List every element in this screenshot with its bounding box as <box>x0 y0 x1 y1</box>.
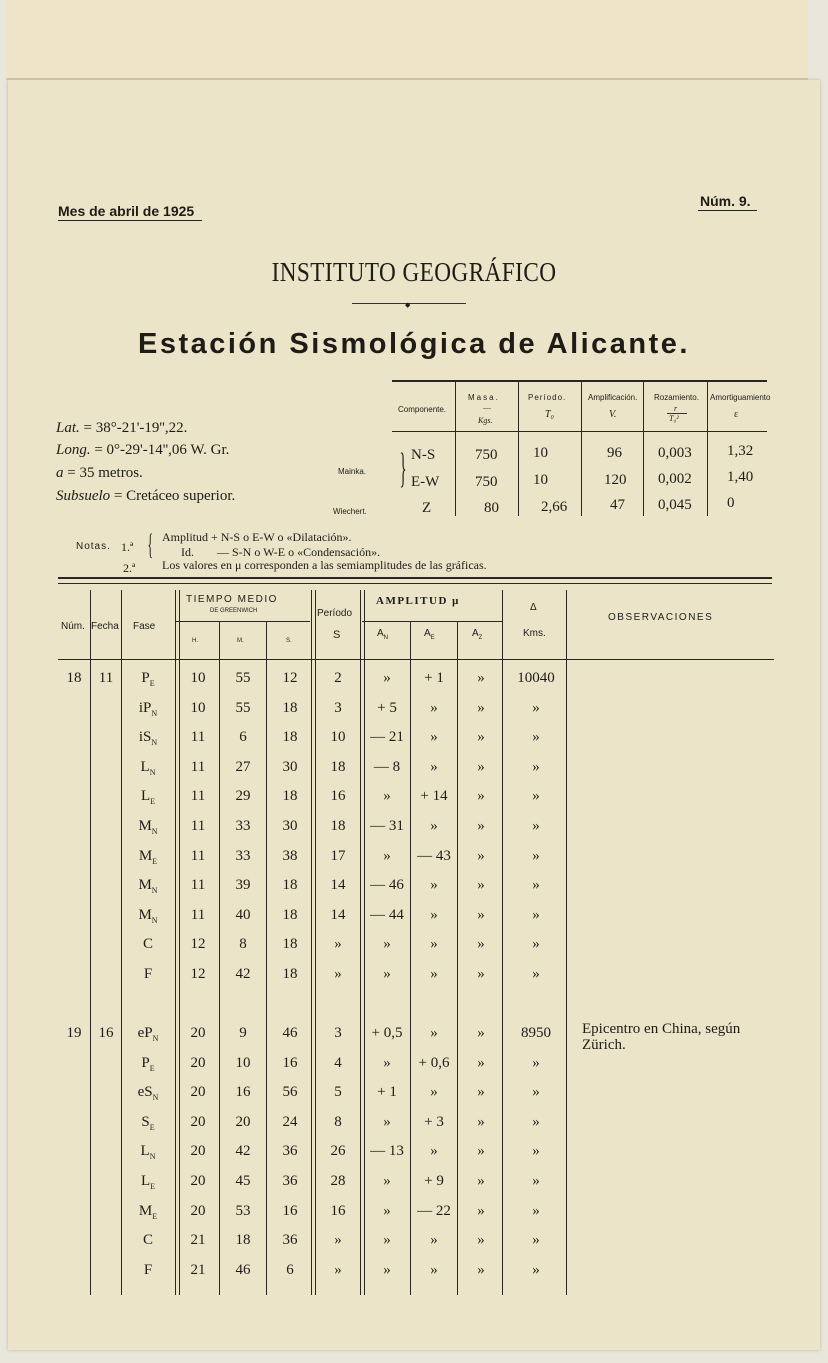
header-observations: OBSERVACIONES <box>608 612 714 623</box>
cell-az: » <box>477 877 485 894</box>
cell-m: 33 <box>235 818 251 834</box>
observation: Epicentro en China, según Zürich. <box>582 1021 741 1053</box>
cell-m: 27 <box>235 758 251 775</box>
cell-dist: 10040 <box>517 670 555 686</box>
cell-az: » <box>477 1173 485 1189</box>
cell-ae: + 14 <box>420 788 448 805</box>
instr-header-amp-sym: V. <box>609 409 617 420</box>
instr-header-damping: Amortiguamiento <box>710 393 771 402</box>
header-minutes: M. <box>237 638 244 644</box>
cell-h: 10 <box>190 699 206 716</box>
group-mainka: Mainka. <box>338 467 367 476</box>
cell-per: » <box>334 936 342 953</box>
header-num: Núm. <box>61 621 85 632</box>
cell-dist: » <box>532 847 540 864</box>
subsoil: Subsuelo = Cretáceo superior. <box>56 488 236 504</box>
notes-label: Notas. <box>76 541 111 552</box>
cell-per: 5 <box>334 1084 342 1101</box>
cell-an: + 1 <box>377 1084 397 1101</box>
instr-amp: 120 <box>604 472 627 488</box>
cell-an: » <box>383 1232 391 1249</box>
cell-an: » <box>383 1202 391 1219</box>
instr-mass: 80 <box>484 500 499 516</box>
phase: $L_N$ <box>140 758 156 777</box>
phase: C <box>142 936 153 953</box>
cell-per: 26 <box>330 1143 346 1160</box>
cell-m: 46 <box>235 1261 251 1278</box>
cell-ae: » <box>430 1025 438 1041</box>
instr-damping: 0 <box>727 495 735 511</box>
instr-vline <box>455 382 456 516</box>
cell-ae: » <box>430 1084 438 1101</box>
cell-ae: — 43 <box>417 847 451 864</box>
cell-s: 36 <box>282 1173 298 1189</box>
instr-rule-top <box>392 380 767 382</box>
cell-an: » <box>383 936 391 953</box>
col-rule <box>266 622 267 1295</box>
cell-an: — 46 <box>370 877 404 894</box>
cell-az: » <box>477 936 485 953</box>
cell-ae: » <box>430 729 438 746</box>
cell-per: 10 <box>330 729 346 746</box>
cell-h: 12 <box>190 966 206 982</box>
cell-per: » <box>334 1261 342 1278</box>
cell-ae: » <box>430 818 438 834</box>
instr-friction: 0,045 <box>658 497 692 513</box>
cell-dist: » <box>532 877 540 894</box>
cell-an: — 31 <box>370 818 404 834</box>
instr-friction: 0,002 <box>658 471 692 487</box>
cell-ae: + 1 <box>424 670 444 686</box>
cell-az: » <box>477 966 485 982</box>
cell-per: 28 <box>330 1173 346 1189</box>
time-subheader-rule <box>176 621 310 622</box>
institute-title: INSTITUTO GEOGRÁFICO <box>271 257 557 287</box>
instr-vline <box>643 382 644 516</box>
previous-sheet-edge <box>6 0 808 80</box>
cell-ae: » <box>430 699 438 716</box>
cell-ae: » <box>430 906 438 923</box>
cell-az: » <box>477 699 485 716</box>
cell-an: + 5 <box>377 699 397 716</box>
cell-az: » <box>477 1113 485 1130</box>
cell-m: 33 <box>235 847 251 864</box>
cell-m: 55 <box>235 670 251 686</box>
cell-h: 21 <box>190 1261 206 1278</box>
cell-dist: » <box>532 1173 540 1189</box>
cell-s: 18 <box>282 936 298 953</box>
instr-header-component: Componente. <box>398 405 447 414</box>
header-an: $A_N$ <box>377 628 389 641</box>
phase: $L_E$ <box>140 788 156 807</box>
header-hours: H. <box>192 638 198 644</box>
record-number: 19 <box>66 1025 82 1041</box>
col-rule <box>566 590 567 1295</box>
cell-per: 2 <box>334 670 342 686</box>
month-label: Mes de abril de 1925 <box>58 203 202 221</box>
cell-h: 11 <box>190 729 206 746</box>
table-top-rule <box>58 577 772 579</box>
note-1-brace: { <box>147 528 154 561</box>
ornament-dot: ◆ <box>405 301 411 309</box>
cell-per: 16 <box>330 1202 346 1219</box>
instr-header-friction-num: r <box>674 404 678 413</box>
cell-per: 16 <box>330 788 346 805</box>
instr-header-amp: Amplificación. <box>588 393 638 402</box>
cell-s: 18 <box>282 788 298 805</box>
cell-m: 42 <box>235 966 251 982</box>
cell-h: 20 <box>190 1113 206 1130</box>
cell-an: » <box>383 788 391 805</box>
phase: $iP_N$ <box>138 699 158 718</box>
cell-ae: » <box>430 877 438 894</box>
note-1b-id: Id. <box>181 545 194 559</box>
cell-az: » <box>477 1202 485 1219</box>
cell-m: 16 <box>235 1084 251 1101</box>
cell-s: 36 <box>282 1232 298 1249</box>
instr-damping: 1,40 <box>727 469 754 485</box>
cell-an: — 13 <box>370 1143 404 1160</box>
phase: C <box>142 1232 153 1249</box>
altitude: a = 35 metros. <box>56 465 143 481</box>
cell-az: » <box>477 1054 485 1071</box>
instr-component: Z <box>422 500 432 516</box>
table-top-rule-2 <box>58 583 772 584</box>
instr-component: E-W <box>411 474 440 490</box>
instr-mass: 750 <box>475 474 498 490</box>
instr-vline <box>581 382 582 516</box>
cell-m: 45 <box>235 1173 251 1189</box>
cell-ae: » <box>430 1232 438 1249</box>
instr-header-damping-sym: ε <box>734 409 739 420</box>
instr-period: 2,66 <box>541 499 568 515</box>
instr-vline <box>707 382 708 516</box>
cell-an: » <box>383 847 391 864</box>
mainka-brace: } <box>399 446 407 492</box>
cell-az: » <box>477 758 485 775</box>
cell-ae: + 0,6 <box>418 1054 450 1071</box>
header-ae: $A_E$ <box>424 628 435 641</box>
cell-s: 36 <box>282 1143 298 1160</box>
instr-header-mass-dash: — <box>483 403 491 412</box>
instr-period: 10 <box>533 445 548 461</box>
cell-s: 6 <box>286 1261 294 1278</box>
cell-az: » <box>477 788 485 805</box>
group-wiechert: Wiechert. <box>333 507 367 516</box>
cell-per: 14 <box>330 906 346 923</box>
cell-h: 12 <box>190 936 206 953</box>
header-delta: Δ <box>530 602 537 613</box>
col-rule <box>219 622 220 1295</box>
cell-dist: » <box>532 729 540 746</box>
cell-an: » <box>383 670 391 686</box>
instr-header-friction-den: T₀² <box>669 414 679 423</box>
cell-dist: » <box>532 936 540 953</box>
phase: $M_E$ <box>138 847 158 866</box>
cell-dist: » <box>532 1202 540 1219</box>
col-rule <box>121 590 122 1295</box>
cell-s: 18 <box>282 729 298 746</box>
cell-dist: 8950 <box>521 1025 551 1041</box>
cell-ae: » <box>430 966 438 982</box>
note-2-number: 2.ª <box>123 561 136 575</box>
phase: $M_N$ <box>138 906 158 925</box>
longitude: Long. = 0°-29'-14'',06 W. Gr. <box>56 442 230 458</box>
instr-amp: 47 <box>610 497 625 513</box>
cell-dist: » <box>532 1054 540 1071</box>
cell-dist: » <box>532 699 540 716</box>
cell-per: 3 <box>334 1025 342 1041</box>
cell-m: 6 <box>239 729 247 746</box>
phase: $eS_N$ <box>137 1084 159 1103</box>
phase: $S_E$ <box>141 1113 155 1132</box>
cell-per: » <box>334 966 342 982</box>
cell-ae: + 3 <box>424 1113 444 1130</box>
cell-h: 21 <box>190 1232 206 1249</box>
cell-ae: » <box>430 936 438 953</box>
instr-component: N-S <box>411 447 436 463</box>
cell-dist: » <box>532 1084 540 1101</box>
cell-s: 24 <box>282 1113 298 1130</box>
cell-s: 18 <box>282 877 298 894</box>
cell-an: » <box>383 966 391 982</box>
cell-h: 11 <box>190 877 206 894</box>
phase: $M_N$ <box>138 877 158 896</box>
record-date: 11 <box>98 670 114 686</box>
instr-friction: 0,003 <box>658 445 692 461</box>
cell-s: 38 <box>282 847 298 864</box>
header-phase: Fase <box>133 621 156 632</box>
cell-az: » <box>477 1261 485 1278</box>
cell-dist: » <box>532 758 540 775</box>
instr-header-mass: Masa. <box>468 393 500 402</box>
cell-dist: » <box>532 1143 540 1160</box>
phase: $P_E$ <box>141 1054 155 1073</box>
cell-per: 8 <box>334 1113 342 1130</box>
phase: $M_N$ <box>138 818 158 836</box>
header-seconds: S. <box>286 638 292 644</box>
cell-per: 17 <box>330 847 346 864</box>
cell-s: 18 <box>282 906 298 923</box>
cell-m: 10 <box>235 1054 251 1071</box>
header-time: TIEMPO MEDIO <box>186 594 278 605</box>
cell-az: » <box>477 1025 485 1041</box>
cell-m: 42 <box>235 1143 251 1160</box>
cell-dist: » <box>532 788 540 805</box>
phase: $eP_N$ <box>137 1025 159 1043</box>
cell-dist: » <box>532 818 540 834</box>
cell-m: 53 <box>235 1202 251 1219</box>
instr-mass: 750 <box>475 447 498 463</box>
bulletin-number: Núm. 9. <box>698 193 757 211</box>
cell-an: — 44 <box>370 906 404 923</box>
note-1-number: 1.ª <box>121 540 134 554</box>
header-date: Fecha <box>91 621 119 632</box>
cell-per: 3 <box>334 699 342 716</box>
instr-amp: 96 <box>607 445 622 461</box>
cell-h: 11 <box>190 788 206 805</box>
cell-dist: » <box>532 966 540 982</box>
cell-m: 55 <box>235 699 251 716</box>
cell-per: 18 <box>330 758 346 775</box>
cell-h: 20 <box>190 1084 206 1101</box>
table-header-rule <box>58 659 774 660</box>
col-rule <box>410 622 411 1295</box>
cell-m: 9 <box>239 1025 247 1041</box>
cell-az: » <box>477 670 485 686</box>
cell-an: » <box>383 1261 391 1278</box>
cell-s: 30 <box>282 758 298 775</box>
cell-dist: » <box>532 1261 540 1278</box>
cell-ae: » <box>430 1143 438 1160</box>
instr-header-period-sym: T₀ <box>545 409 555 420</box>
col-rule <box>457 622 458 1295</box>
phase: $M_E$ <box>138 1202 158 1221</box>
record-number: 18 <box>66 670 82 686</box>
cell-h: 20 <box>190 1025 206 1041</box>
cell-per: 18 <box>330 818 346 834</box>
cell-h: 11 <box>190 906 206 923</box>
cell-h: 11 <box>190 818 206 834</box>
phase: F <box>143 966 153 982</box>
cell-ae: » <box>430 758 438 775</box>
note-1b-text: — S-N o W-E o «Condensación». <box>217 545 381 559</box>
cell-m: 39 <box>235 877 251 894</box>
cell-az: » <box>477 847 485 864</box>
instr-damping: 1,32 <box>727 443 754 459</box>
cell-per: » <box>334 1232 342 1249</box>
cell-an: + 0,5 <box>371 1025 403 1041</box>
cell-h: 10 <box>190 670 206 686</box>
header-amplitude: AMPLITUD μ <box>376 595 460 607</box>
instr-header-period: Período. <box>528 393 567 402</box>
header-period: Período <box>317 608 353 619</box>
cell-az: » <box>477 729 485 746</box>
cell-m: 18 <box>235 1232 251 1249</box>
cell-an: — 21 <box>370 729 404 746</box>
instr-rule-mid <box>392 431 767 432</box>
cell-per: 14 <box>330 877 346 894</box>
cell-az: » <box>477 818 485 834</box>
header-az: $A_Z$ <box>472 628 483 641</box>
cell-h: 20 <box>190 1054 206 1071</box>
instr-vline <box>518 382 519 516</box>
header-time-sub: DE GREENWICH <box>210 608 258 614</box>
phase: F <box>143 1261 153 1278</box>
cell-s: 30 <box>282 818 298 834</box>
instr-header-friction: Rozamiento. <box>654 393 699 402</box>
cell-dist: » <box>532 1232 540 1249</box>
cell-s: 16 <box>282 1054 298 1071</box>
cell-h: 20 <box>190 1202 206 1219</box>
cell-dist: » <box>532 1113 540 1130</box>
cell-ae: + 9 <box>424 1173 444 1189</box>
phase: $L_N$ <box>140 1143 156 1162</box>
note-1a-text: Amplitud + N-S o E-W o «Dilatación». <box>162 530 352 544</box>
cell-h: 20 <box>190 1143 206 1160</box>
cell-an: » <box>383 1113 391 1130</box>
header-delta-unit: Kms. <box>523 628 546 639</box>
cell-an: — 8 <box>373 758 401 775</box>
cell-s: 46 <box>282 1025 298 1041</box>
header-period-unit: S <box>333 629 341 641</box>
cell-m: 8 <box>239 936 247 953</box>
instr-period: 10 <box>533 472 548 488</box>
cell-s: 12 <box>282 670 298 686</box>
cell-an: » <box>383 1054 391 1071</box>
instr-header-mass-unit: Kgs. <box>478 416 493 425</box>
phase: $P_E$ <box>141 670 155 688</box>
phase: $iS_N$ <box>138 729 158 748</box>
cell-az: » <box>477 1143 485 1160</box>
cell-m: 29 <box>235 788 251 805</box>
cell-m: 40 <box>235 906 251 923</box>
note-2-text: Los valores en μ corresponden a las semiamplitudes de las gráficas. <box>162 558 487 572</box>
cell-an: » <box>383 1173 391 1189</box>
cell-s: 18 <box>282 966 298 982</box>
phase: $L_E$ <box>140 1173 156 1191</box>
col-rule <box>90 590 91 1295</box>
cell-s: 56 <box>282 1084 298 1101</box>
cell-az: » <box>477 906 485 923</box>
cell-s: 16 <box>282 1202 298 1219</box>
cell-az: » <box>477 1084 485 1101</box>
cell-s: 18 <box>282 699 298 716</box>
record-date: 16 <box>98 1025 114 1041</box>
station-title: Estación Sismológica de Alicante. <box>137 328 690 360</box>
cell-m: 20 <box>235 1113 251 1130</box>
cell-per: 4 <box>334 1054 342 1071</box>
amp-subheader-rule <box>362 621 502 622</box>
latitude: Lat. = 38°-21'-19'',22. <box>56 420 188 436</box>
cell-ae: » <box>430 1261 438 1278</box>
cell-h: 11 <box>190 758 206 775</box>
cell-h: 11 <box>190 847 206 864</box>
cell-h: 20 <box>190 1173 206 1189</box>
cell-az: » <box>477 1232 485 1249</box>
cell-dist: » <box>532 906 540 923</box>
cell-ae: — 22 <box>417 1202 451 1219</box>
